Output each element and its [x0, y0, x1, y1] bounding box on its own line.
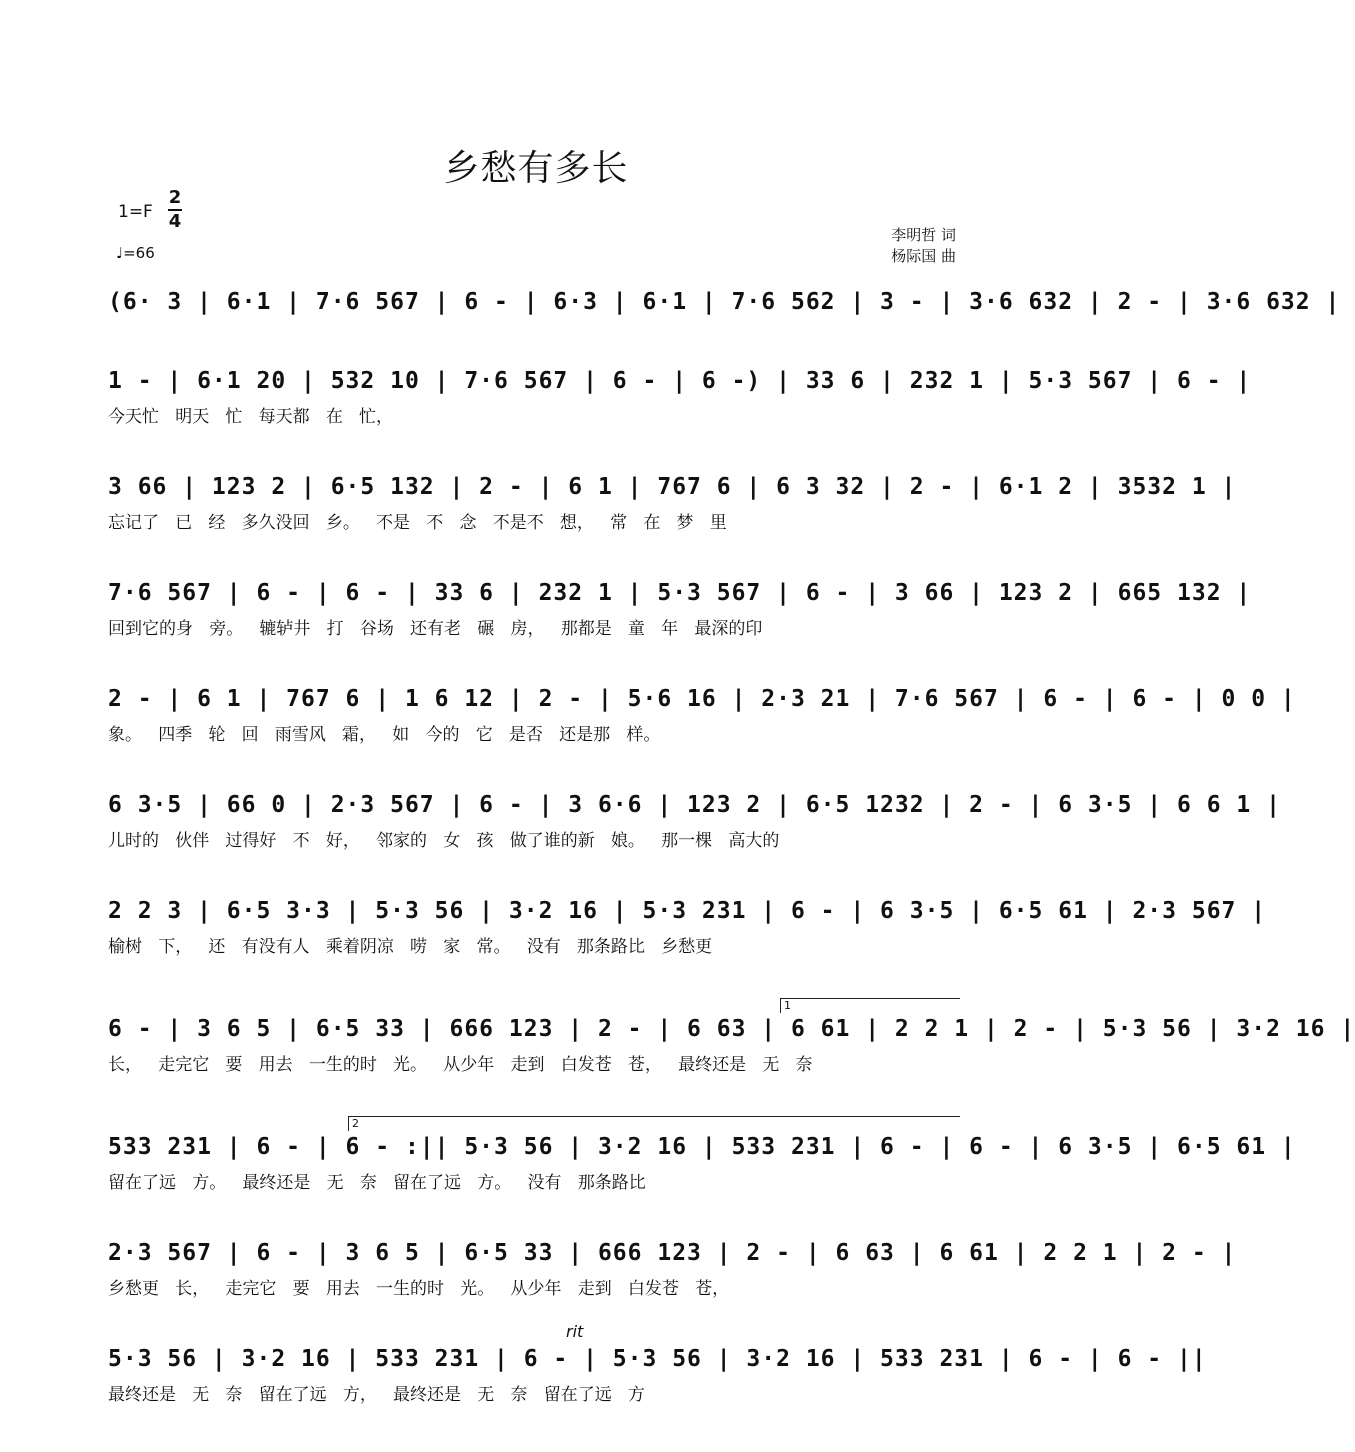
- volta-1-label: 1: [784, 999, 791, 1012]
- quarter-note-icon: ♩: [116, 244, 124, 262]
- notation-line: 533 231 | 6 - | 6 - :|| 5·3 56 | 3·2 16 | 533 231 | 6 - | 6 - | 6 3·5 | 6·5 61 |: [108, 1134, 1296, 1160]
- time-signature-top: 2: [168, 187, 182, 208]
- notation-line: 7·6 567 | 6 - | 6 - | 33 6 | 232 1 | 5·3 567 | 6 - | 3 66 | 123 2 | 665 132 |: [108, 580, 1252, 606]
- tempo-value: =66: [123, 244, 155, 262]
- notation-line: 5·3 56 | 3·2 16 | 533 231 | 6 - | 5·3 56 | 3·2 16 | 533 231 | 6 - | 6 - ||: [108, 1346, 1207, 1372]
- notation-line: 2 2 3 | 6·5 3·3 | 5·3 56 | 3·2 16 | 5·3 231 | 6 - | 6 3·5 | 6·5 61 | 2·3 567 |: [108, 898, 1267, 924]
- lyrics-line: 乡愁更 长， 走完它 要 用去 一生的时 光。 从少年 走到 白发苍 苍，: [108, 1279, 730, 1299]
- song-title: 乡愁有多长: [443, 148, 629, 189]
- key-signature: 1=F: [118, 202, 153, 222]
- lyrics-line: 回到它的身 旁。 辘轳井 打 谷场 还有老 碾 房， 那都是 童 年 最深的印: [108, 619, 763, 639]
- volta-1-bracket: [780, 998, 960, 1013]
- volta-2-bracket: [348, 1116, 960, 1131]
- lyrics-line: 忘记了 已 经 多久没回 乡。 不是 不 念 不是不 想， 常 在 梦 里: [108, 513, 727, 533]
- lyrics-line: 最终还是 无 奈 留在了远 方， 最终还是 无 奈 留在了远 方: [108, 1385, 645, 1405]
- notation-line: 6 3·5 | 66 0 | 2·3 567 | 6 - | 3 6·6 | 123 2 | 6·5 1232 | 2 - | 6 3·5 | 6 6 1 |: [108, 792, 1281, 818]
- notation-line: (6· 3 | 6·1 | 7·6 567 | 6 - | 6·3 | 6·1 | 7·6 562 | 3 - | 3·6 632 | 2 - | 3·6 632 |: [108, 289, 1341, 315]
- lyrics-line: 今天忙 明天 忙 每天都 在 忙，: [108, 407, 394, 427]
- lyricist-credit: 李明哲 词: [891, 226, 956, 244]
- lyrics-line: 象。 四季 轮 回 雨雪风 霜， 如 今的 它 是否 还是那 样。: [108, 725, 661, 745]
- notation-line: 1 - | 6·1 20 | 532 10 | 7·6 567 | 6 - | 6 -) | 33 6 | 232 1 | 5·3 567 | 6 - |: [108, 368, 1252, 394]
- lyrics-line: 长， 走完它 要 用去 一生的时 光。 从少年 走到 白发苍 苍， 最终还是 无 奈: [108, 1055, 813, 1075]
- lyrics-line: 榆树 下， 还 有没有人 乘着阴凉 唠 家 常。 没有 那条路比 乡愁更: [108, 937, 713, 957]
- composer-credit: 杨际国 曲: [891, 247, 956, 265]
- notation-line: 3 66 | 123 2 | 6·5 132 | 2 - | 6 1 | 767 6 | 6 3 32 | 2 - | 6·1 2 | 3532 1 |: [108, 474, 1237, 500]
- notation-line: 2·3 567 | 6 - | 3 6 5 | 6·5 33 | 666 123 | 2 - | 6 63 | 6 61 | 2 2 1 | 2 - |: [108, 1240, 1237, 1266]
- notation-line: 2 - | 6 1 | 767 6 | 1 6 12 | 2 - | 5·6 16 | 2·3 21 | 7·6 567 | 6 - | 6 - | 0 0 |: [108, 686, 1296, 712]
- notation-line: 6 - | 3 6 5 | 6·5 33 | 666 123 | 2 - | 6 63 | 6 61 | 2 2 1 | 2 - | 5·3 56 | 3·2 16 |: [108, 1016, 1355, 1042]
- volta-2-label: 2: [352, 1117, 359, 1130]
- time-signature: [168, 188, 182, 232]
- rit-marking: rit: [566, 1322, 584, 1341]
- lyrics-line: 留在了远 方。 最终还是 无 奈 留在了远 方。 没有 那条路比: [108, 1173, 646, 1193]
- time-signature-bottom: 4: [168, 211, 182, 232]
- tempo-marking: [116, 244, 155, 262]
- lyrics-line: 儿时的 伙伴 过得好 不 好， 邻家的 女 孩 做了谁的新 娘。 那一棵 高大的: [108, 831, 780, 851]
